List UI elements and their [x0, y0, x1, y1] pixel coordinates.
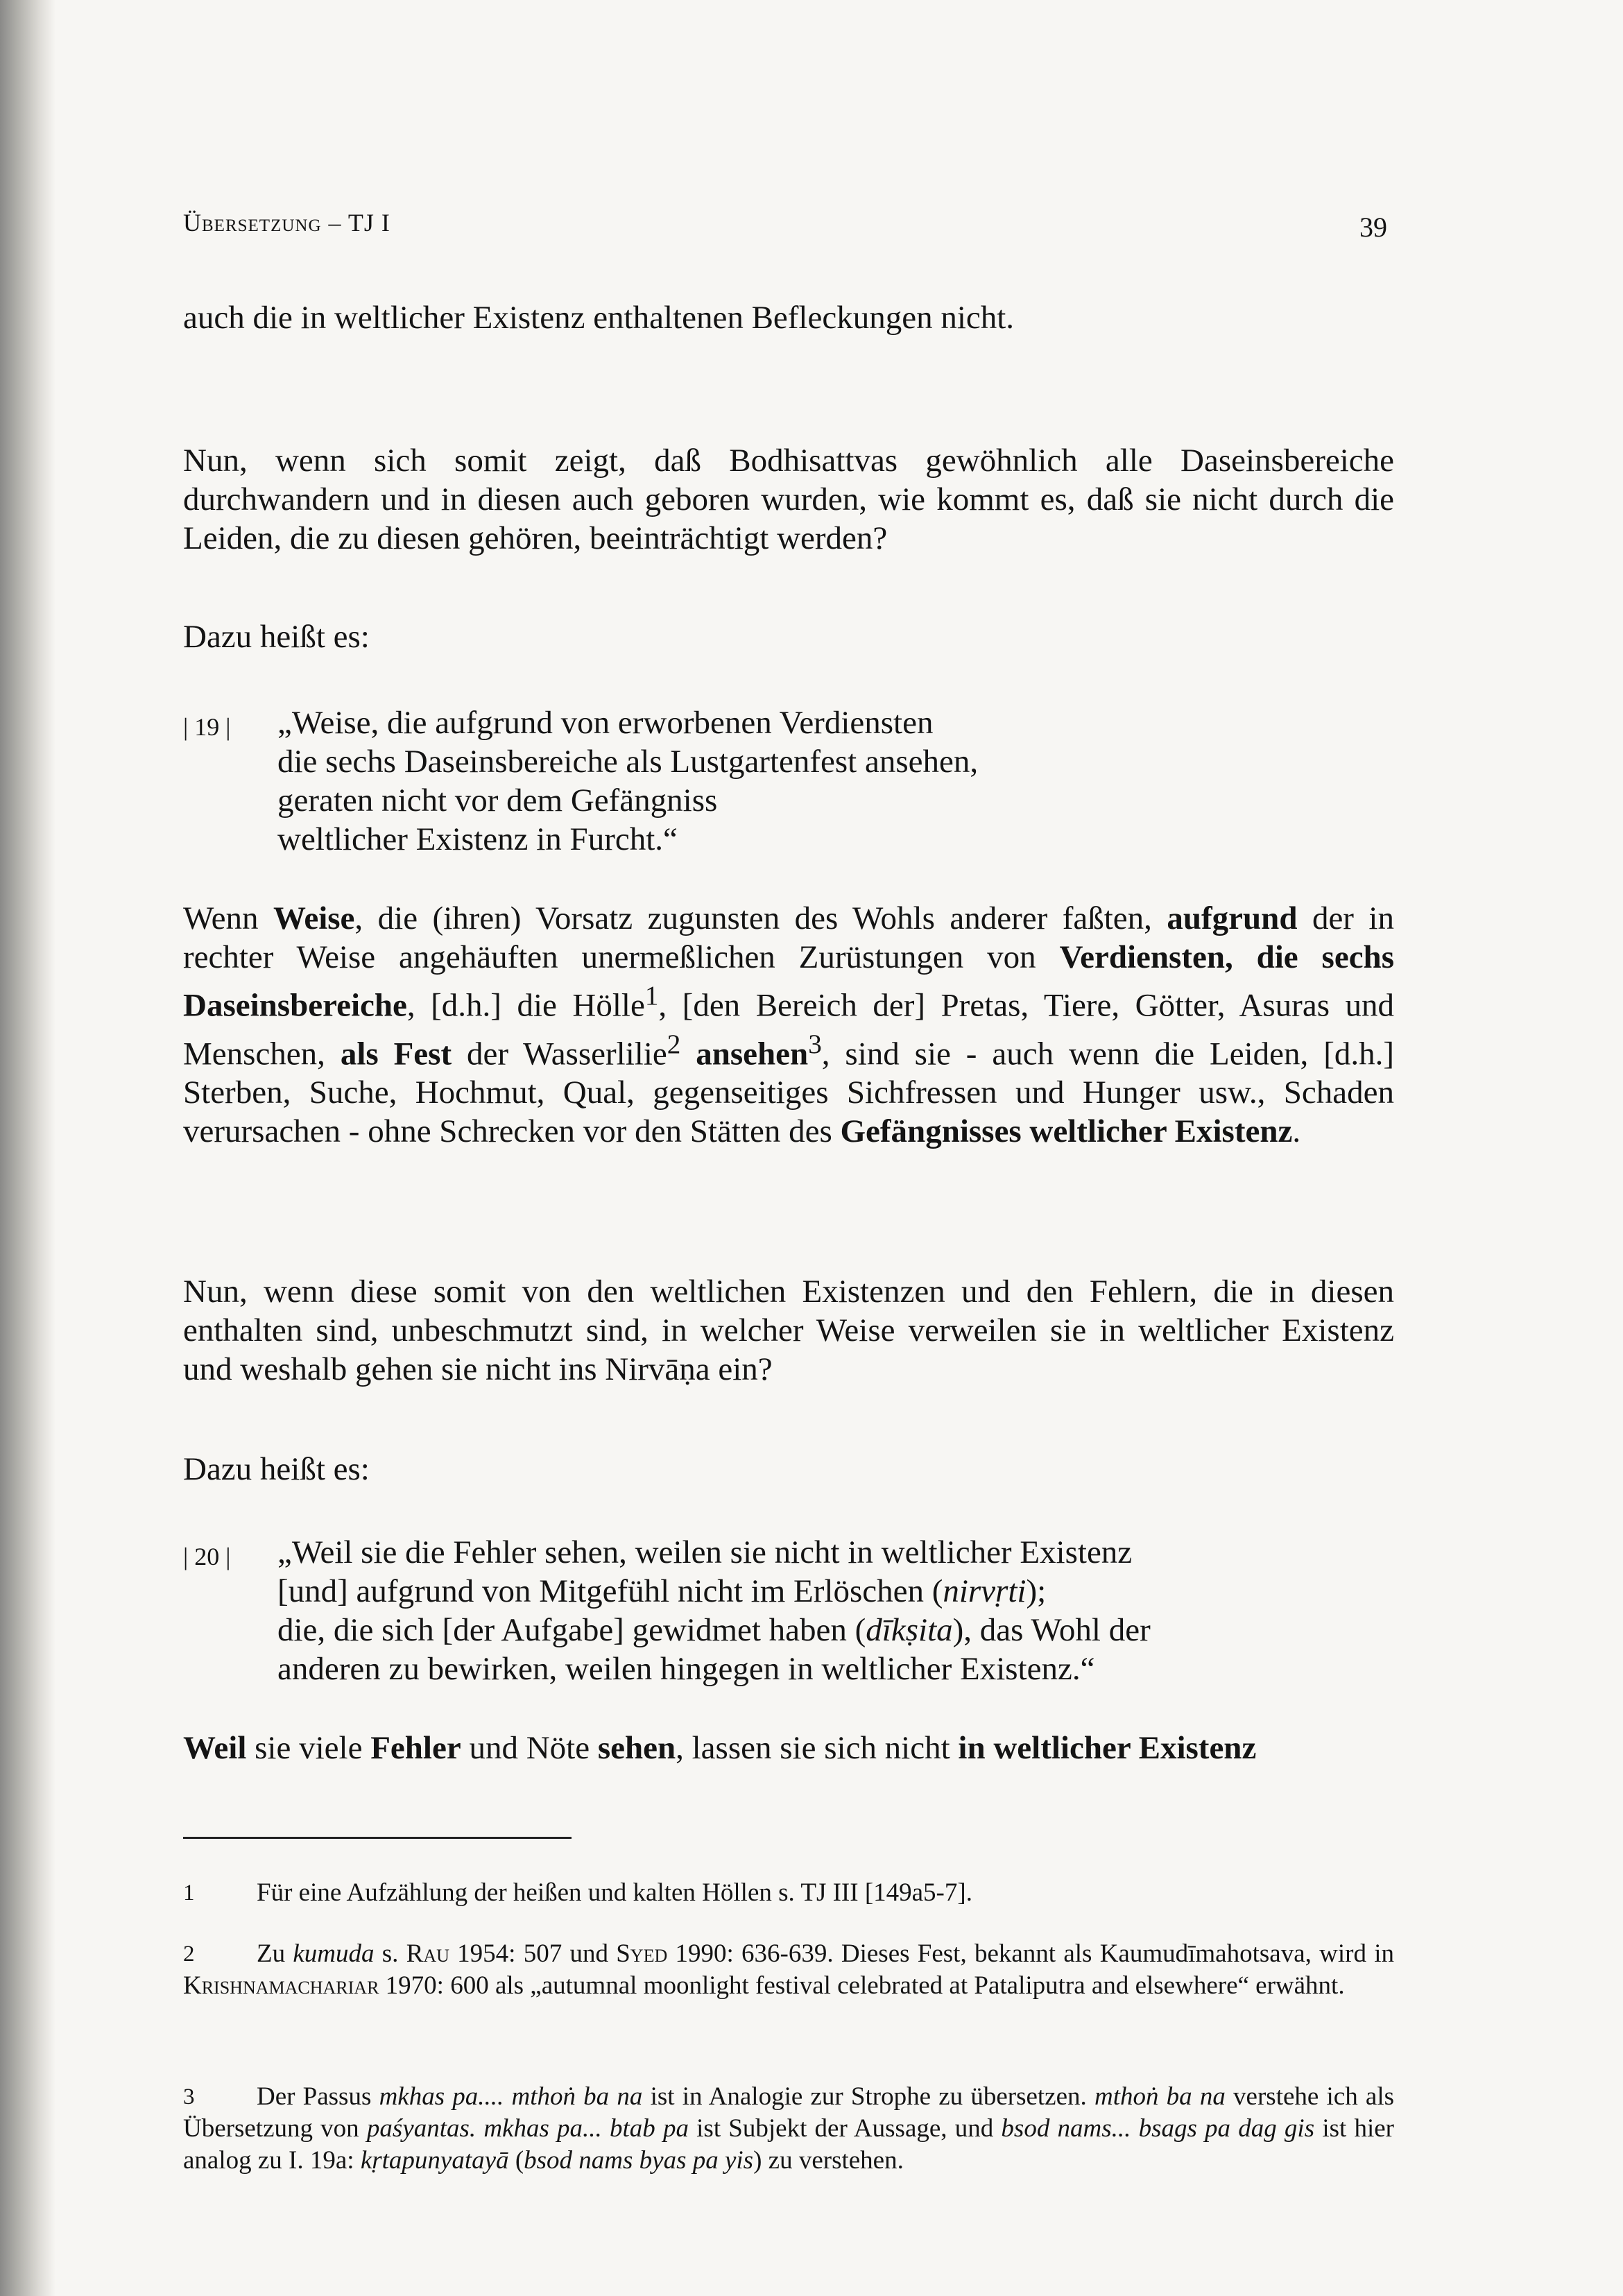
bold-term: Gefängnisses weltlicher Existenz [840, 1113, 1293, 1150]
bold-term: aufgrund [1167, 900, 1298, 936]
footnote-number: 2 [183, 1942, 195, 1967]
verse-line [277, 1611, 1387, 1650]
text-run: ist in Analogie zur Strophe zu übersetzen. [642, 2082, 1094, 2111]
footnote-number: 3 [183, 2084, 195, 2109]
text-run: ( [508, 2146, 524, 2175]
verse-line: anderen zu bewirken, weilen hingegen in weltlicher Existenz.“ [277, 1651, 1095, 1687]
text-run: Wenn [183, 900, 273, 936]
verse-line [277, 1572, 1387, 1611]
text-run: und Nöte [461, 1730, 598, 1766]
bold-term: Weil [183, 1730, 247, 1766]
footnote-1 [183, 1877, 1394, 1909]
author-name: Syed [616, 1939, 668, 1968]
footnote-ref: 2 [667, 1029, 681, 1059]
verse-line: „Weil sie die Fehler sehen, weilen sie nicht in weltlicher Existenz [277, 1534, 1133, 1570]
text-run: der in rechter Weise angehäuften unermeßlichen Zurüstungen von [183, 900, 1394, 975]
text-run: 1954: 507 und [449, 1939, 617, 1968]
page-number: 39 [1359, 212, 1387, 243]
bold-term: sehen [597, 1730, 676, 1766]
text-run: , die (ihren) Vorsatz zugunsten des Wohls anderer faßten, [354, 900, 1167, 936]
footnote-2 [183, 1938, 1394, 2002]
bold-term: Fehler [370, 1730, 461, 1766]
paragraph-4 [183, 899, 1394, 1151]
running-header [183, 208, 390, 237]
verse-line: die sechs Daseinsbereiche als Lustgartenfest ansehen, [277, 744, 979, 780]
verse-line: weltlicher Existenz in Furcht.“ [277, 821, 678, 857]
text-run: [und] aufgrund von Mitgefühl nicht im Erlöschen ( [277, 1573, 943, 1609]
verse-line: geraten nicht vor dem Gefängniss [277, 782, 718, 819]
text-run: 1970: 600 als „autumnal moonlight festival celebrated at Pataliputra and elsewhere“ erwähnt. [379, 1971, 1345, 2000]
paragraph-2: Nun, wenn sich somit zeigt, daß Bodhisattvas gewöhnlich alle Daseinsbereiche durchwandern und in diesen auch geboren wurden, wie kommt es, daß sie nicht durch die Leiden, die zu diesen gehören, beeinträchtigt werden? [183, 443, 1394, 556]
footnote-number: 1 [183, 1881, 195, 1905]
footnote-separator [183, 1837, 572, 1839]
text-run: ) zu verstehen. [753, 2146, 904, 2175]
text-run: Zu [257, 1939, 293, 1968]
text-run: . [1292, 1113, 1301, 1150]
running-header-rest: TJ I [347, 209, 390, 237]
footnote-ref: 3 [808, 1029, 822, 1059]
bold-term: ansehen [696, 1036, 809, 1072]
paragraph-6: Dazu heißt es: [183, 1451, 370, 1487]
paragraph-5: Nun, wenn diese somit von den weltlichen Existenzen und den Fehlern, die in diesen enthalten sind, unbeschmutzt sind, in welcher Weise verweilen sie in weltlicher Existenz und weshalb gehen sie nicht ins Nirvāṇa ein? [183, 1274, 1394, 1387]
text-run: , [d.h.] die Hölle [406, 987, 645, 1024]
running-header-caps: Übersetzung [183, 209, 322, 237]
text-run: sie viele [246, 1730, 371, 1766]
paragraph-3: Dazu heißt es: [183, 619, 370, 655]
text-run: 1990: 636-639. Dieses Fest, bekannt als Kaumudīmahotsava, wird in [667, 1939, 1394, 1968]
author-name: Krishnamachariar [183, 1971, 379, 2000]
italic-term: paśyantas. mkhas pa... btab pa [366, 2114, 689, 2143]
text-run: der Wasserlilie [452, 1036, 667, 1072]
text-run: verstehe ich als Übersetzung von [183, 2082, 1395, 2143]
footnote-text: Für eine Aufzählung der heißen und kalten Höllen s. TJ III [149a5-7]. [257, 1878, 972, 1907]
italic-term: bsod nams byas pa yis [524, 2146, 754, 2175]
running-header-sep: – [321, 209, 348, 237]
text-run: Der Passus [257, 2082, 379, 2111]
text-run: , [den Bereich der] Pretas, Tiere, Götter, Asuras und Menschen, [183, 987, 1395, 1072]
italic-term: kumuda [293, 1939, 375, 1968]
footnote-text [183, 1938, 1394, 2002]
text-run: ); [1026, 1573, 1047, 1609]
italic-term: mthoṅ ba na [1094, 2082, 1226, 2111]
footnote-3 [183, 2081, 1394, 2177]
text-run: , lassen sie sich nicht [676, 1730, 959, 1766]
verse-number: | 20 | [183, 1543, 231, 1570]
author-name: Rau [406, 1939, 449, 1968]
text-run: s. [374, 1939, 406, 1968]
paragraph-1: auch die in weltlicher Existenz enthaltenen Befleckungen nicht. [183, 300, 1015, 336]
footnote-ref: 1 [644, 981, 659, 1011]
bold-term: Weise [273, 900, 355, 936]
text-run: ), das Wohl der [952, 1612, 1151, 1648]
verse-line: „Weise, die aufgrund von erworbenen Verdiensten [277, 705, 934, 741]
text-run: ist Subjekt der Aussage, und [688, 2114, 1002, 2143]
italic-term: nirvṛti [943, 1573, 1027, 1609]
text-run: , sind sie - auch wenn die Leiden, [d.h.] Sterben, Suche, Hochmut, Qual, gegenseitiges Sichfressen und Hunger usw., Schaden verursachen - ohne Schrecken vor den Stätten des [183, 1036, 1394, 1150]
italic-term: kṛtapunyatayā [360, 2146, 509, 2175]
italic-term: dīkṣita [866, 1612, 953, 1648]
paragraph-7 [183, 1729, 1394, 1767]
text-run: die, die sich [der Aufgabe] gewidmet haben ( [277, 1612, 866, 1648]
verse-number: | 19 | [183, 713, 231, 741]
bold-term: in weltlicher Existenz [958, 1730, 1257, 1766]
text-run [680, 1036, 696, 1072]
bold-term: als Fest [340, 1036, 452, 1072]
italic-term: mkhas pa.... mthoṅ ba na [379, 2082, 643, 2111]
bold-term: Verdiensten, die sechs Daseinsbereiche [183, 939, 1394, 1024]
text-run: ist hier analog zu I. 19a: [183, 2114, 1394, 2175]
footnote-text [183, 2081, 1394, 2177]
italic-term: bsod nams... bsags pa dag gis [1001, 2114, 1315, 2143]
